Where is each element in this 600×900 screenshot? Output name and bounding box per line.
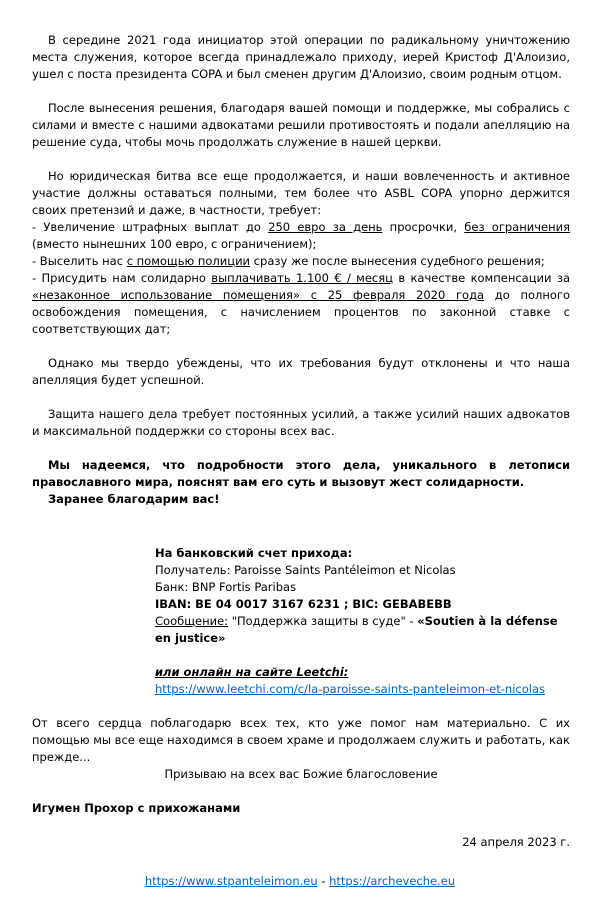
para-convinced: Однако мы твердо убеждены, что их требования будут отклонены и что наша апелляция будет успешной. — [32, 356, 570, 387]
demand-compensation: - Присудить нам солидарно выплачивать 1.100 € / месяц в качестве компенсации за «незаконное использование помещения» с 25 февраля 2020 года до полного освобождения помещения, с начислением процентов по законной ставке с соответствующих дат; — [32, 271, 571, 336]
bank-title: На банковский счет прихода: — [155, 546, 353, 560]
para-hope: Мы надеемся, что подробности этого дела, уникального в летописи православного мира, пояснят вам его суть и вызовут жест солидарности. — [32, 458, 570, 489]
bank-details — [155, 545, 570, 698]
demand-police-eviction: - Выселить нас с помощью полиции сразу же после вынесения судебного решения; — [32, 254, 545, 268]
leetchi-link[interactable]: https://www.leetchi.com/c/la-paroisse-saints-panteleimon-et-nicolas — [155, 682, 545, 696]
signature-line: Игумен Прохор с прихожанами — [32, 801, 241, 815]
para-legal-battle: Но юридическая битва все еще продолжается, и наши вовлеченность и активное участие должны оставаться полными, тем более что ASBL COPA упорно держится своих претензий и даже, в частности, требует: — [32, 169, 570, 217]
bank-name-line: Банк: BNP Fortis Paribas — [155, 580, 297, 594]
blessing-line: Призываю на всех вас Божие благословение — [164, 767, 438, 781]
parish-site-link[interactable]: https://www.stpanteleimon.eu — [144, 874, 318, 888]
archeveche-site-link[interactable]: https://archeveche.eu — [329, 874, 456, 888]
bank-message-line: Сообщение: "Поддержка защиты в суде" - «Soutien à la défense en justice» — [155, 614, 558, 645]
thanks-line: Заранее благодарим вас! — [48, 492, 220, 506]
para-gratitude: От всего сердца поблагодарю всех тех, кто уже помог нам материально. С их помощью мы все еще находимся в своем храме и продолжаем служить и работать, как прежде... — [32, 716, 570, 764]
closing-section — [32, 715, 570, 783]
date-line: 24 апреля 2023 г. — [462, 835, 570, 849]
bank-iban-line: IBAN: BE 04 0017 3167 6231 ; BIC: GEBABEBB — [155, 597, 452, 611]
para-appeal-filed: После вынесения решения, благодаря вашей помощи и поддержке, мы собрались с силами и вместе с нашими адвокатами решили противостоять и подали апелляцию на решение суда, чтобы мочь продолжать служение в нашей церкви. — [32, 101, 570, 149]
appeal-for-solidarity — [32, 457, 570, 508]
demands-section — [32, 168, 570, 338]
footer-separator: - — [317, 874, 330, 888]
footer-links — [0, 873, 600, 890]
demand-penalty-increase: - Увеличение штрафных выплат до 250 евро за день просрочки, без ограничения (вместо нынешних 100 евро, с ограничением); — [32, 220, 570, 251]
online-donate-label: или онлайн на сайте Leetchi: — [155, 665, 349, 679]
leetchi-link-line — [155, 681, 570, 698]
bank-recipient-line: Получатель: Paroisse Saints Pantéleimon et Nicolas — [155, 563, 456, 577]
para-president-change: В середине 2021 года инициатор этой операции по радикальному уничтожению места служения, которое всегда принадлежало приходу, иерей Кристоф Д'Алоизио, ушел с поста президента COPA и был сменен другим Д'Алоизио, своим родным отцом. — [32, 33, 570, 81]
para-defense-effort: Защита нашего дела требует постоянных усилий, а также усилий наших адвокатов и максимальной поддержки со стороны всех вас. — [32, 407, 570, 438]
